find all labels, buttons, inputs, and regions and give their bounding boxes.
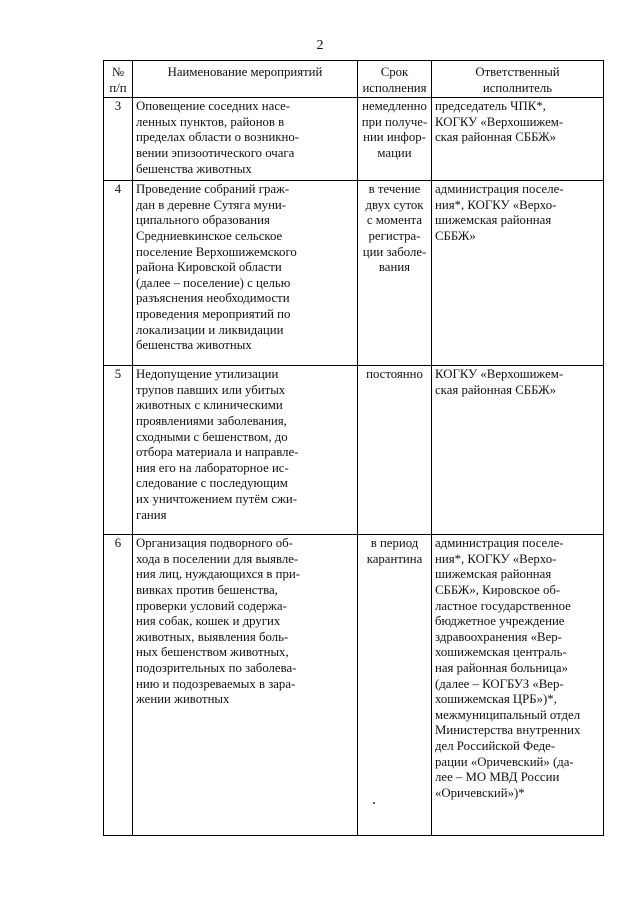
measure-term: немедленно при получе- нии инфор- мации [358, 98, 432, 181]
header-responsible: Ответственный исполнитель [432, 61, 604, 98]
table-row [104, 181, 604, 366]
measure-responsible: КОГКУ «Верхошижем- ская районная СББЖ» [432, 366, 604, 535]
row-number: 5 [104, 366, 133, 535]
measure-term: в период карантина [358, 535, 432, 836]
measure-name: Недопущение утилизации трупов павших или убитых животных с клиническими проявлениями заболевания, сходными с бешенством, до отбора материала и направле- ния его на лабораторное ис- следование с последующим их уничтожением путём сжи- гания [133, 366, 358, 535]
header-term: Срок исполнения [358, 61, 432, 98]
row-number: 6 [104, 535, 133, 836]
row-number: 4 [104, 181, 133, 366]
measure-responsible: администрация поселе- ния*, КОГКУ «Верхо- шижемская районная СББЖ» [432, 181, 604, 366]
measure-responsible: председатель ЧПК*, КОГКУ «Верхошижем- ская районная СББЖ» [432, 98, 604, 181]
measure-name: Организация подворного об- хода в поселении для выявле- ния лиц, нуждающихся в при- вивках против бешенства, проверки условий содержа- ния собак, кошек и других животных, выявления боль- ных бешенством животных, подозрительных по заболева- нию и подозреваемых в зара- жении животных [133, 535, 358, 836]
header-num: № п/п [104, 61, 133, 98]
measure-name: Оповещение соседних насе- ленных пунктов, районов в пределах области о возникно- вении эпизоотического очага бешенства животных [133, 98, 358, 181]
measure-name: Проведение собраний граж- дан в деревне Сутяга муни- ципального образования Средниевкинское сельское поселение Верхошижемского района Кировской области (далее – поселение) с целью разъяснения необходимости проведения мероприятий по локализации и ликвидации бешенства животных [133, 181, 358, 366]
header-name: Наименование мероприятий [133, 61, 358, 98]
measure-term: в течение двух суток с момента регистра- ции заболе- вания [358, 181, 432, 366]
table-row [104, 366, 604, 535]
page-number: 2 [316, 38, 324, 53]
measures-table [103, 60, 604, 836]
table-header-row [104, 61, 604, 98]
table-row [104, 98, 604, 181]
measure-term: постоянно [358, 366, 432, 535]
measure-responsible: администрация поселе- ния*, КОГКУ «Верхо- шижемская районная СББЖ», Кировское об- ластное государственное бюджетное учреждение здравоохранения «Вер- хошижемская централь- ная районная больница» (далее – КОГБУЗ «Вер- хошижемская ЦРБ»)*, межмуниципальный отдел Министерства внутренних дел Российской Феде- рации «Оричевский» (да- лее – МО МВД России «Оричевский»)* [432, 535, 604, 836]
table-row [104, 535, 604, 836]
scan-speck [373, 802, 375, 804]
row-number: 3 [104, 98, 133, 181]
